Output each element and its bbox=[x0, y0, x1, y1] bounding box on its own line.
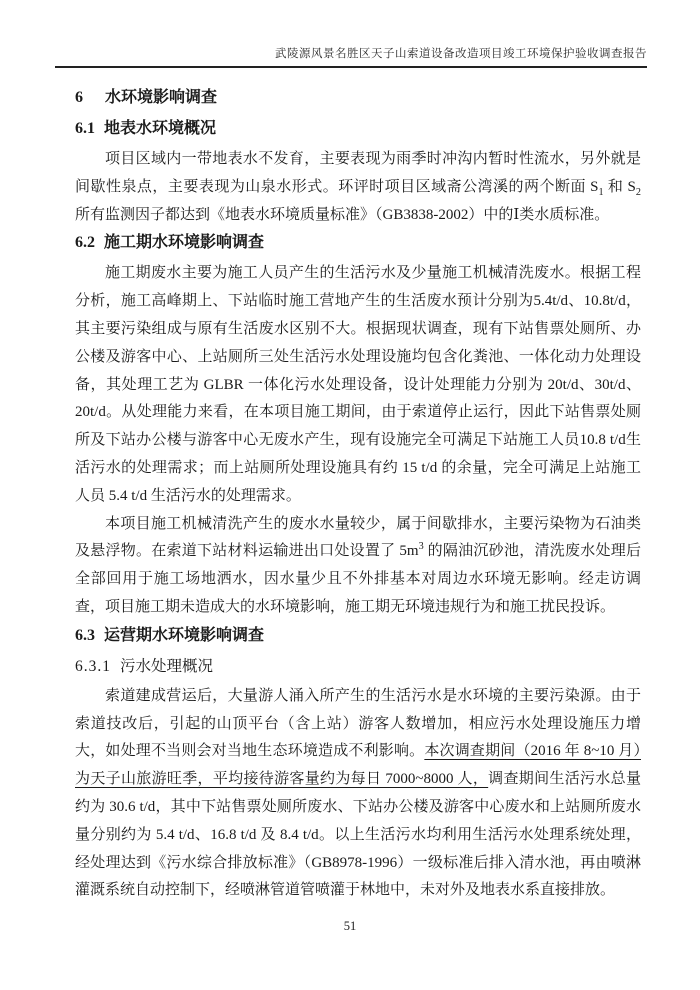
paragraph-construction-wastewater bbox=[75, 260, 641, 510]
section-title: 地表水环境概况 bbox=[104, 120, 217, 137]
section-title: 施工期水环境影响调查 bbox=[104, 234, 265, 252]
text-run: 和 S bbox=[603, 178, 636, 195]
section-title: 运营期水环境影响调查 bbox=[104, 626, 265, 644]
document-body bbox=[75, 84, 641, 905]
superscript-cubic-meter: 3 bbox=[418, 541, 424, 553]
text-run: 调查期间生活污水总量约为 30.6 t/d，其中下站售票处厕所废水、下站办公楼及游客中心废水和上站厕所废水量分别约为 5.4 t/d、16.8 t/d 及 8.4 t/d。以上生活污水均利用生活污水处理系统处理，经处理达到《污水综合排放标准》（GB8978-1996）一级标准后排入清水池，再由喷淋灌溉系统自动控制下，经喷淋管道管喷灌于林地中，未对外及地表水系直接排放。 bbox=[75, 771, 641, 899]
section-title: 水环境影响调查 bbox=[105, 89, 218, 106]
subscript-s1: 1 bbox=[598, 186, 604, 198]
header-divider-rule bbox=[55, 66, 647, 68]
section-title: 污水处理概况 bbox=[120, 657, 214, 675]
section-heading-6-3-1 bbox=[75, 653, 641, 681]
page-header-title: 武陵源风景名胜区天子山索道设备改造项目竣工环境保护验收调查报告 bbox=[275, 48, 647, 60]
text-run: 施工期废水主要为施工人员产生的生活污水及少量施工机械清洗废水。根据工程分析，施工高峰期上、下站临时施工营地产生的生活废水预计分别为5.4t/d、10.8t/d，其主要污染组成与原有生活废水区别不大。根据现状调查，现有下站售票处厕所、办公楼及游客中心、上站厕所三处生活污水处理设施均包含化粪池、一体化动力处理设备，其处理工艺为 GLBR 一体化污水处理设备，设计处理能力分别为 20t/d、30t/d、20t/d。从处理能力来看，在本项目施工期间，由于索道停止运行，因此下站售票处厕所及下站办公楼与游客中心无废水产生，现有设施完全可满足下站施工人员10.8 t/d生活污水的处理需求；而上站厕所处理设施具有约 15 t/d 的余量，完全可满足上站施工人员 5.4 t/d 生活污水的处理需求。 bbox=[75, 265, 641, 504]
paragraph-operation-wastewater bbox=[75, 683, 641, 905]
section-heading-6-1 bbox=[75, 115, 641, 143]
section-number: 6.2 bbox=[75, 234, 95, 252]
paragraph-surface-water-overview bbox=[75, 146, 641, 229]
section-heading-6-2 bbox=[75, 229, 641, 257]
section-heading-6 bbox=[75, 84, 641, 112]
text-run: 项目区域内一带地表水不发育，主要表现为雨季时冲沟内暂时性流水，另外就是间歇性泉点，主要表现为山泉水形式。环评时项目区域斋公湾溪的两个断面 S bbox=[75, 151, 641, 195]
text-run: 所有监测因子都达到《地表水环境质量标准》（GB3838-2002）中的Ⅰ类水质标准。 bbox=[75, 206, 610, 223]
section-number: 6.3.1 bbox=[75, 657, 111, 675]
section-heading-6-3 bbox=[75, 622, 641, 650]
text-run: 的隔油沉砂池，清洗废水处理后全部回用于施工场地洒水，因水量少且不外排基本对周边水环境无影响。经走访调查，项目施工期未造成大的水环境影响，施工期无环境违规行为和施工扰民投诉。 bbox=[75, 543, 641, 615]
section-number: 6.3 bbox=[75, 626, 95, 644]
underlined-survey-period-text: 本次调查期间（2016 年 8~10 月）为天子山旅游旺季，平均接待游客量约为每日 7000~8000 人， bbox=[75, 743, 641, 788]
paragraph-machine-washing-wastewater bbox=[75, 511, 641, 622]
text-run: 本项目施工机械清洗产生的废水水量较少，属于间歇排水，主要污染物为石油类及悬浮物。在索道下站材料运输进出口处设置了 5m bbox=[75, 515, 641, 560]
section-number: 6.1 bbox=[75, 120, 95, 137]
subscript-s2: 2 bbox=[635, 186, 641, 198]
text-run: 索道建成营运后，大量游人涌入所产生的生活污水是水环境的主要污染源。由于索道技改后，引起的山顶平台（含上站）游客人数增加，相应污水处理设施压力增大，如处理不当则会对当地生态环境造成不利影响。 bbox=[75, 687, 641, 760]
section-number: 6 bbox=[75, 89, 83, 106]
page-number: 51 bbox=[343, 919, 357, 933]
